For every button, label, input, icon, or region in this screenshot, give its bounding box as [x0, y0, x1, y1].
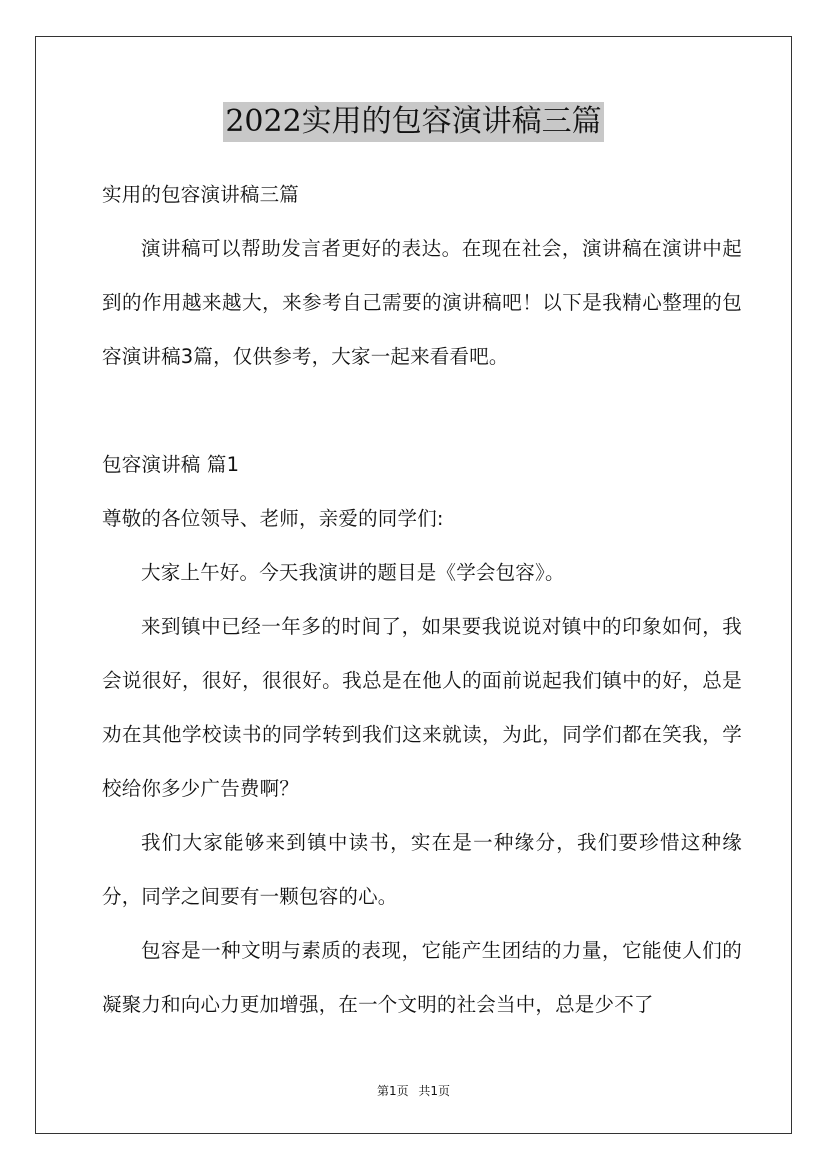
- body-paragraph: 来到镇中已经一年多的时间了，如果要我说说对镇中的印象如何，我会说很好，很好，很很好。我总是在他人的面前说起我们镇中的好，总是劝在其他学校读书的同学转到我们这来就读，为此，同学们都在笑我，学校给你多少广告费啊？: [102, 615, 742, 800]
- section-spacer: [102, 384, 742, 438]
- body-paragraph: 大家上午好。今天我演讲的题目是《学会包容》。: [141, 561, 565, 584]
- document-subtitle: 实用的包容演讲稿三篇: [102, 183, 300, 206]
- section-heading: 包容演讲稿 篇1: [102, 453, 240, 476]
- page-footer: [0, 1082, 827, 1099]
- intro-paragraph: 演讲稿可以帮助发言者更好的表达。在现在社会，演讲稿在演讲中起到的作用越来越大，来参考自己需要的演讲稿吧！以下是我精心整理的包容演讲稿3篇，仅供参考，大家一起来看看吧。: [102, 237, 742, 368]
- title-container: [0, 102, 827, 142]
- page-number: 第1页: [376, 1084, 409, 1098]
- document-title: 2022实用的包容演讲稿三篇: [223, 102, 603, 142]
- salutation: 尊敬的各位领导、老师，亲爱的同学们:: [102, 507, 444, 530]
- document-body: [102, 168, 742, 1032]
- body-paragraph: 包容是一种文明与素质的表现，它能产生团结的力量，它能使人们的凝聚力和向心力更加增强，在一个文明的社会当中，总是少不了: [102, 939, 742, 1016]
- body-paragraph: 我们大家能够来到镇中读书，实在是一种缘分，我们要珍惜这种缘分，同学之间要有一颗包容的心。: [102, 831, 742, 908]
- page-total: 共1页: [418, 1084, 451, 1098]
